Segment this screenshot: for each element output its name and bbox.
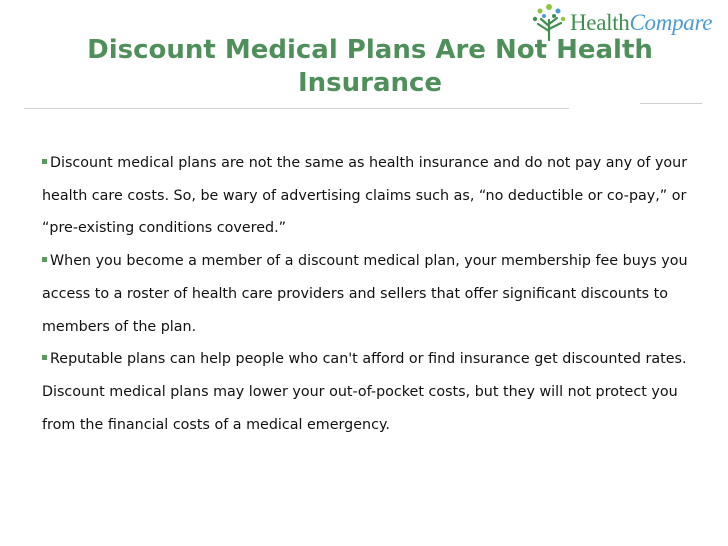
bullet-square-icon [42, 159, 47, 164]
slide-title: Discount Medical Plans Are Not Health Insurance [87, 35, 653, 98]
logo-health: Health [570, 10, 630, 35]
divider-line-right [640, 103, 702, 104]
logo-compare: Compare [629, 10, 713, 35]
bullet-item [42, 343, 692, 441]
bullet-item [42, 245, 692, 343]
bullet-square-icon [42, 355, 47, 360]
bullet-text: Reputable plans can help people who can't afford or find insurance get discounted rates. Discount medical plans may lower your out-of-pocket costs, but they will not protect you from the financial costs of a medical emergency. [42, 351, 687, 433]
divider-line [24, 108, 569, 109]
bullet-text: When you become a member of a discount medical plan, your membership fee buys you access to a roster of health care providers and sellers that offer significant discounts to members of the plan. [42, 253, 688, 335]
bullet-square-icon [42, 257, 47, 262]
logo-wordmark [570, 10, 712, 36]
bullet-text: Discount medical plans are not the same as health insurance and do not pay any of your health care costs. So, be wary of advertising claims such as, “no deductible or co-pay,” or “pre-existing conditions covered.” [42, 155, 688, 237]
bullet-list [42, 147, 692, 441]
bullet-item [42, 147, 692, 245]
